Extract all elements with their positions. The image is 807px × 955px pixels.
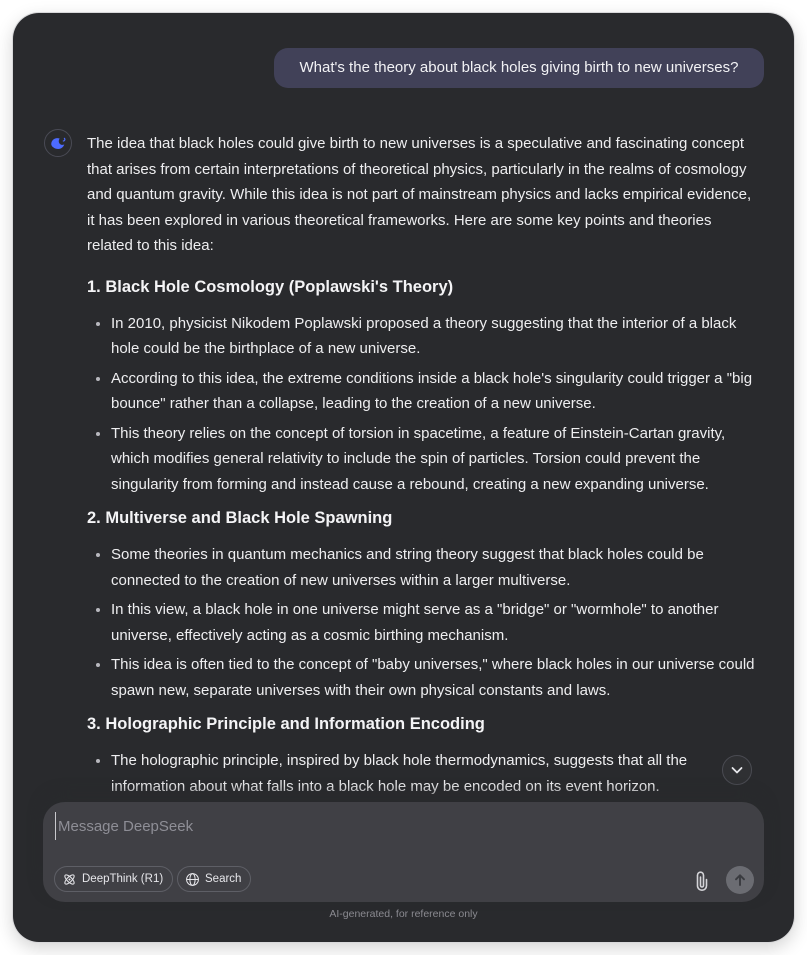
search-toggle-button[interactable] (177, 866, 251, 892)
response-intro: The idea that black holes could give birth to new universes is a speculative and fascinating concept that arises from certain interpretations of theoretical physics, particularly in the realms of cosmology and quantum gravity. While this idea is not part of mainstream physics and lacks empirical evidence, it has been explored in various theoretical frameworks. Here are some key points and theories related to this idea: (87, 135, 752, 254)
attach-file-button[interactable] (691, 869, 713, 893)
chat-window (13, 13, 794, 942)
section-number: 1. (87, 277, 101, 296)
arrow-up-icon (733, 873, 747, 887)
list-item: • In 2010, physicist Nikodem Poplawski proposed a theory suggesting that the interior of a black hole could be the birthplace of a new universe. (111, 311, 759, 362)
chevron-down-icon (730, 763, 744, 777)
message-composer (43, 802, 764, 902)
search-label: Search (205, 873, 242, 885)
user-message-text: What's the theory about black holes giving birth to new universes? (299, 59, 739, 76)
section-number: 2. (87, 509, 101, 527)
section-heading (87, 711, 759, 737)
list-item: • The holographic principle, inspired by black hole thermodynamics, suggests that all the information about what falls into a black hole may be encoded on its event horizon. (111, 748, 759, 799)
section-title: Black Hole Cosmology (Poplawski's Theory) (105, 277, 454, 296)
section-heading (87, 505, 759, 531)
deepseek-avatar (44, 129, 72, 157)
section-bullets (87, 542, 759, 703)
atom-icon (62, 872, 77, 887)
list-item: • According to this idea, the extreme conditions inside a black hole's singularity could trigger a "big bounce" rather than a collapse, leading to the creation of a new universe. (111, 366, 759, 417)
list-item: • This theory relies on the concept of torsion in spacetime, a feature of Einstein-Cartan gravity, which modifies general relativity to include the spin of particles. Torsion could prevent the singularity from forming and instead cause a rebound, creating a new expanding universe. (111, 421, 759, 498)
send-button[interactable] (726, 866, 754, 894)
list-item: • Some theories in quantum mechanics and string theory suggest that black holes could be connected to the creation of new universes within a larger multiverse. (111, 542, 759, 593)
section-title: Holographic Principle and Information Encoding (105, 715, 485, 733)
scroll-to-bottom-button[interactable] (722, 755, 752, 785)
section-bullets (87, 748, 759, 799)
paperclip-icon (694, 870, 710, 892)
list-item: • In this view, a black hole in one universe might serve as a "bridge" or "wormhole" to another universe, effectively acting as a cosmic birthing mechanism. (111, 597, 759, 648)
deepseek-whale-icon (49, 134, 67, 152)
section-bullets (87, 311, 759, 498)
message-input[interactable] (55, 812, 700, 840)
section-title: Multiverse and Black Hole Spawning (105, 509, 393, 527)
assistant-response (87, 131, 759, 803)
deepthink-label: DeepThink (R1) (82, 873, 164, 885)
section-heading (87, 274, 759, 300)
deepthink-toggle-button[interactable] (54, 866, 173, 892)
ai-disclaimer: AI-generated, for reference only (329, 908, 478, 920)
user-message-bubble (274, 48, 764, 88)
list-item: • This idea is often tied to the concept of "baby universes," where black holes in our universe could spawn new, separate universes with their own physical constants and laws. (111, 652, 759, 703)
globe-icon (185, 872, 200, 887)
section-number: 3. (87, 715, 101, 733)
